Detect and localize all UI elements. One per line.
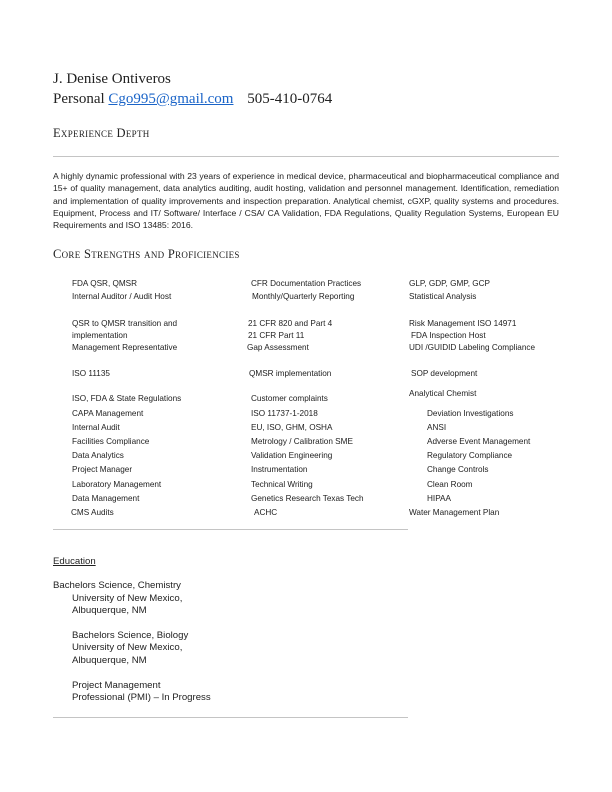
skill-item: SOP development xyxy=(411,369,478,378)
skill-item: EU, ISO, GHM, OSHA xyxy=(251,423,333,432)
skill-item: Change Controls xyxy=(427,465,489,474)
skill-item: Technical Writing xyxy=(251,480,313,489)
skill-item: Laboratory Management xyxy=(72,480,162,489)
strengths-heading: Core Strengths and Proficiencies xyxy=(53,247,240,261)
skill-item: CAPA Management xyxy=(72,409,144,418)
skill-item: CFR Documentation Practices xyxy=(251,279,362,288)
school: Professional (PMI) – In Progress xyxy=(72,692,211,703)
skill-item: FDA Inspection Host xyxy=(411,331,486,340)
contact-label: Personal xyxy=(53,91,105,107)
skill-item: ANSI xyxy=(427,423,447,432)
experience-heading: Experience Depth xyxy=(53,126,150,140)
education-heading: Education xyxy=(53,556,96,567)
skill-item: ISO 11135 xyxy=(72,369,110,378)
degree: Bachelors Science, Biology xyxy=(72,630,189,641)
skill-item: Gap Assessment xyxy=(247,343,309,352)
contact-line xyxy=(53,91,332,108)
skill-item: UDI /GUIDID Labeling Compliance xyxy=(409,343,536,352)
experience-summary: A highly dynamic professional with 23 years of experience in medical device, pharmaceutical and biopharmaceutical compliance and 15+ of quality management, data analytics auditing, audit hosting, validation and personnel management. Identification, remediation and implementation of quality improvements and inspection preparation. Analytical chemist, cGXP, quality systems and procedures. Equipment, Process and IT/ Software/ Interface / CSA/ CA Validation, FDA Regulations, Quality Regulation Systems, European EU Requirements and ISO 13485: 2016. xyxy=(53,171,559,231)
skill-item: Data Management xyxy=(72,494,140,503)
skill-item: CMS Audits xyxy=(71,508,114,517)
skill-item: Risk Management ISO 14971 xyxy=(409,319,517,328)
skill-item: Management Representative xyxy=(72,343,178,352)
skill-item: Internal Audit xyxy=(72,423,120,432)
phone-number: 505-410-0764 xyxy=(247,91,333,107)
school: University of New Mexico, xyxy=(72,642,183,653)
skill-item: Monthly/Quarterly Reporting xyxy=(252,292,355,301)
skill-item: GLP, GDP, GMP, GCP xyxy=(409,279,490,288)
skill-item: Validation Engineering xyxy=(251,451,333,460)
skill-item: ISO 11737-1-2018 xyxy=(251,409,318,418)
skill-item: Deviation Investigations xyxy=(427,409,514,418)
skill-item: ISO, FDA & State Regulations xyxy=(72,394,182,403)
school: University of New Mexico, xyxy=(72,593,183,604)
skill-item: FDA QSR, QMSR xyxy=(72,279,138,288)
skill-item: QMSR implementation xyxy=(249,369,332,378)
location: Albuquerque, NM xyxy=(72,605,147,616)
skill-item: HIPAA xyxy=(427,494,451,503)
location: Albuquerque, NM xyxy=(72,655,147,666)
skill-item: Statistical Analysis xyxy=(409,292,477,301)
skill-item: Data Analytics xyxy=(72,451,124,460)
degree: Bachelors Science, Chemistry xyxy=(53,580,181,591)
skill-item: Regulatory Compliance xyxy=(427,451,513,460)
candidate-name: J. Denise Ontiveros xyxy=(53,71,171,87)
divider xyxy=(53,529,408,530)
skill-item: Water Management Plan xyxy=(409,508,500,517)
divider xyxy=(53,156,559,157)
skill-item: 21 CFR Part 11 xyxy=(248,331,305,340)
skill-item: Facilities Compliance xyxy=(72,437,150,446)
skill-item: QSR to QMSR transition and xyxy=(72,319,178,328)
degree: Project Management xyxy=(72,680,161,691)
skill-item: Metrology / Calibration SME xyxy=(251,437,353,446)
skill-item: Adverse Event Management xyxy=(427,437,531,446)
skill-item: Instrumentation xyxy=(251,465,308,474)
skill-item: Genetics Research Texas Tech xyxy=(251,494,364,503)
skill-item: Analytical Chemist xyxy=(409,389,477,398)
skill-item: Customer complaints xyxy=(251,394,328,403)
skill-item: 21 CFR 820 and Part 4 xyxy=(248,319,333,328)
divider xyxy=(53,717,408,718)
email-link[interactable]: Cgo995@gmail.com xyxy=(108,91,234,107)
skill-item: Clean Room xyxy=(427,480,473,489)
skill-item: Project Manager xyxy=(72,465,133,474)
skill-item: implementation xyxy=(72,331,128,340)
skill-item: ACHC xyxy=(254,508,278,517)
skill-item: Internal Auditor / Audit Host xyxy=(72,292,172,301)
